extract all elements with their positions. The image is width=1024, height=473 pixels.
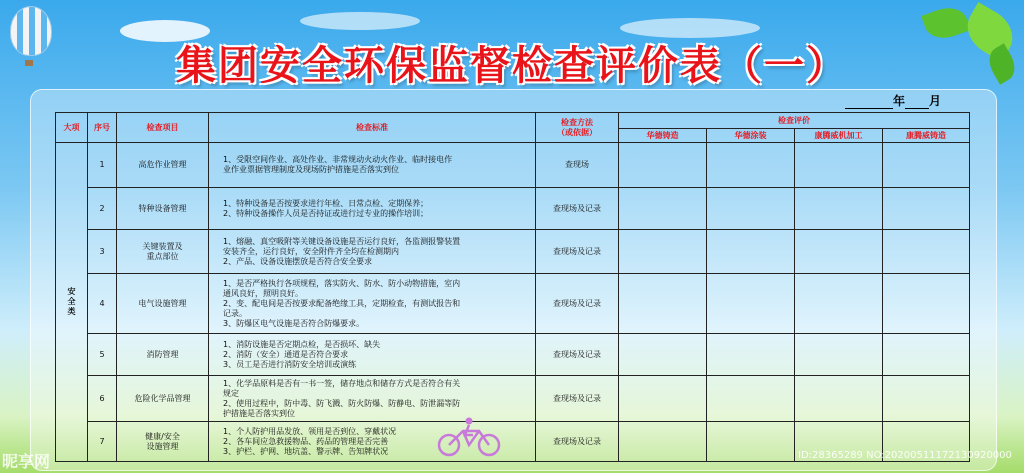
header-unit-2: 华德涂装 [707, 129, 795, 143]
row-standard: 1、熔融、真空吸附等关键设备设施是否运行良好，各监测报警装置 安装齐全，运行良好，安全附件齐全均在检测期内 2、产品、设备设施摆放是否符合安全要求 [209, 230, 536, 274]
inspection-table [55, 112, 970, 462]
eval-cell[interactable] [707, 143, 795, 188]
eval-cell[interactable] [795, 376, 883, 422]
row-no: 3 [88, 230, 117, 274]
eval-cell[interactable] [619, 230, 707, 274]
table-row [56, 143, 970, 188]
header-evaluation: 检查评价 [619, 113, 970, 129]
eval-cell[interactable] [883, 274, 970, 334]
eval-cell[interactable] [883, 143, 970, 188]
row-no: 5 [88, 334, 117, 376]
row-method: 查现场及记录 [536, 334, 619, 376]
row-method: 查现场及记录 [536, 376, 619, 422]
row-standard: 1、化学品原料是否有一书一签，储存地点和储存方式是否符合有关 规定 2、使用过程中，防中毒、防飞溅、防火防爆、防静电、防泄漏等防 护措施是否落实到位 [209, 376, 536, 422]
row-item: 健康/安全 设施管理 [117, 422, 209, 462]
row-item: 关键装置及 重点部位 [117, 230, 209, 274]
row-standard: 1、特种设备是否按要求进行年检、日常点检、定期保养； 2、特种设备操作人员是否持证或进行过专业的操作培训； [209, 188, 536, 230]
eval-cell[interactable] [795, 334, 883, 376]
eval-cell[interactable] [619, 334, 707, 376]
row-standard: 1、是否严格执行各项规程，落实防火、防水、防小动物措施，室内 通风良好，照明良好。 2、变、配电间是否按要求配备绝缘工具，定期检查，有测试报告和 记录。 3、防爆区电气设施是否符合防爆要求。 [209, 274, 536, 334]
row-method: 查现场 [536, 143, 619, 188]
eval-cell[interactable] [619, 376, 707, 422]
row-item: 危险化学品管理 [117, 376, 209, 422]
eval-cell[interactable] [795, 274, 883, 334]
row-item: 高危作业管理 [117, 143, 209, 188]
watermark-logo: 昵享网 [2, 452, 51, 471]
eval-cell[interactable] [795, 188, 883, 230]
eval-cell[interactable] [883, 376, 970, 422]
eval-cell[interactable] [619, 143, 707, 188]
eval-cell[interactable] [795, 230, 883, 274]
header-unit-3: 康腾威机加工 [795, 129, 883, 143]
header-unit-4: 康腾威铸造 [883, 129, 970, 143]
cloud [300, 12, 420, 30]
row-method: 查现场及记录 [536, 188, 619, 230]
eval-cell[interactable] [707, 334, 795, 376]
row-no: 7 [88, 422, 117, 462]
page-title: 集团安全环保监督检查评价表（一） [176, 43, 848, 89]
eval-cell[interactable] [795, 143, 883, 188]
table-row [56, 376, 970, 422]
row-method: 查现场及记录 [536, 274, 619, 334]
date-line [845, 92, 941, 109]
eval-cell[interactable] [707, 230, 795, 274]
row-no: 4 [88, 274, 117, 334]
year-label: 年 [893, 94, 906, 108]
eval-cell[interactable] [883, 334, 970, 376]
eval-cell[interactable] [707, 376, 795, 422]
bicycle-rider-icon [435, 417, 505, 457]
header-major: 大项 [56, 113, 88, 143]
eval-cell[interactable] [707, 274, 795, 334]
header-item: 检查项目 [117, 113, 209, 143]
table-row [56, 188, 970, 230]
table-row [56, 334, 970, 376]
month-label: 月 [929, 94, 942, 108]
row-item: 消防管理 [117, 334, 209, 376]
row-item: 电气设施管理 [117, 274, 209, 334]
row-method: 查现场及记录 [536, 230, 619, 274]
header-no: 序号 [88, 113, 117, 143]
row-standard: 1、消防设施是否定期点检，是否损坏、缺失 2、消防（安全）通道是否符合要求 3、员工是否进行消防安全培训或演练 [209, 334, 536, 376]
row-no: 1 [88, 143, 117, 188]
watermark-id: ID:28365289 NO:20200511172130920000 [798, 450, 1012, 461]
header-standard: 检查标准 [209, 113, 536, 143]
eval-cell[interactable] [619, 422, 707, 462]
row-item: 特种设备管理 [117, 188, 209, 230]
eval-cell[interactable] [707, 422, 795, 462]
row-no: 2 [88, 188, 117, 230]
row-standard: 1、个人防护用品发放、领用是否到位、穿戴状况 2、各车间应急救援物品、药品的管理是否完善 3、护栏、护网、地坑盖、警示牌、告知牌状况 [209, 422, 536, 462]
eval-cell[interactable] [707, 188, 795, 230]
row-standard: 1、受限空间作业、高处作业、非常规动火动火作业、临时接电作 业作业票据管理制度及现场防护措施是否落实到位 [209, 143, 536, 188]
eval-cell[interactable] [883, 230, 970, 274]
eval-cell[interactable] [619, 274, 707, 334]
row-no: 6 [88, 376, 117, 422]
eval-cell[interactable] [619, 188, 707, 230]
category-cell: 安 全 类 [56, 143, 88, 462]
header-unit-1: 华德铸造 [619, 129, 707, 143]
eval-cell[interactable] [883, 188, 970, 230]
table-row [56, 230, 970, 274]
header-method: 检查方法 （或依据） [536, 113, 619, 143]
table-row [56, 274, 970, 334]
row-method: 查现场及记录 [536, 422, 619, 462]
